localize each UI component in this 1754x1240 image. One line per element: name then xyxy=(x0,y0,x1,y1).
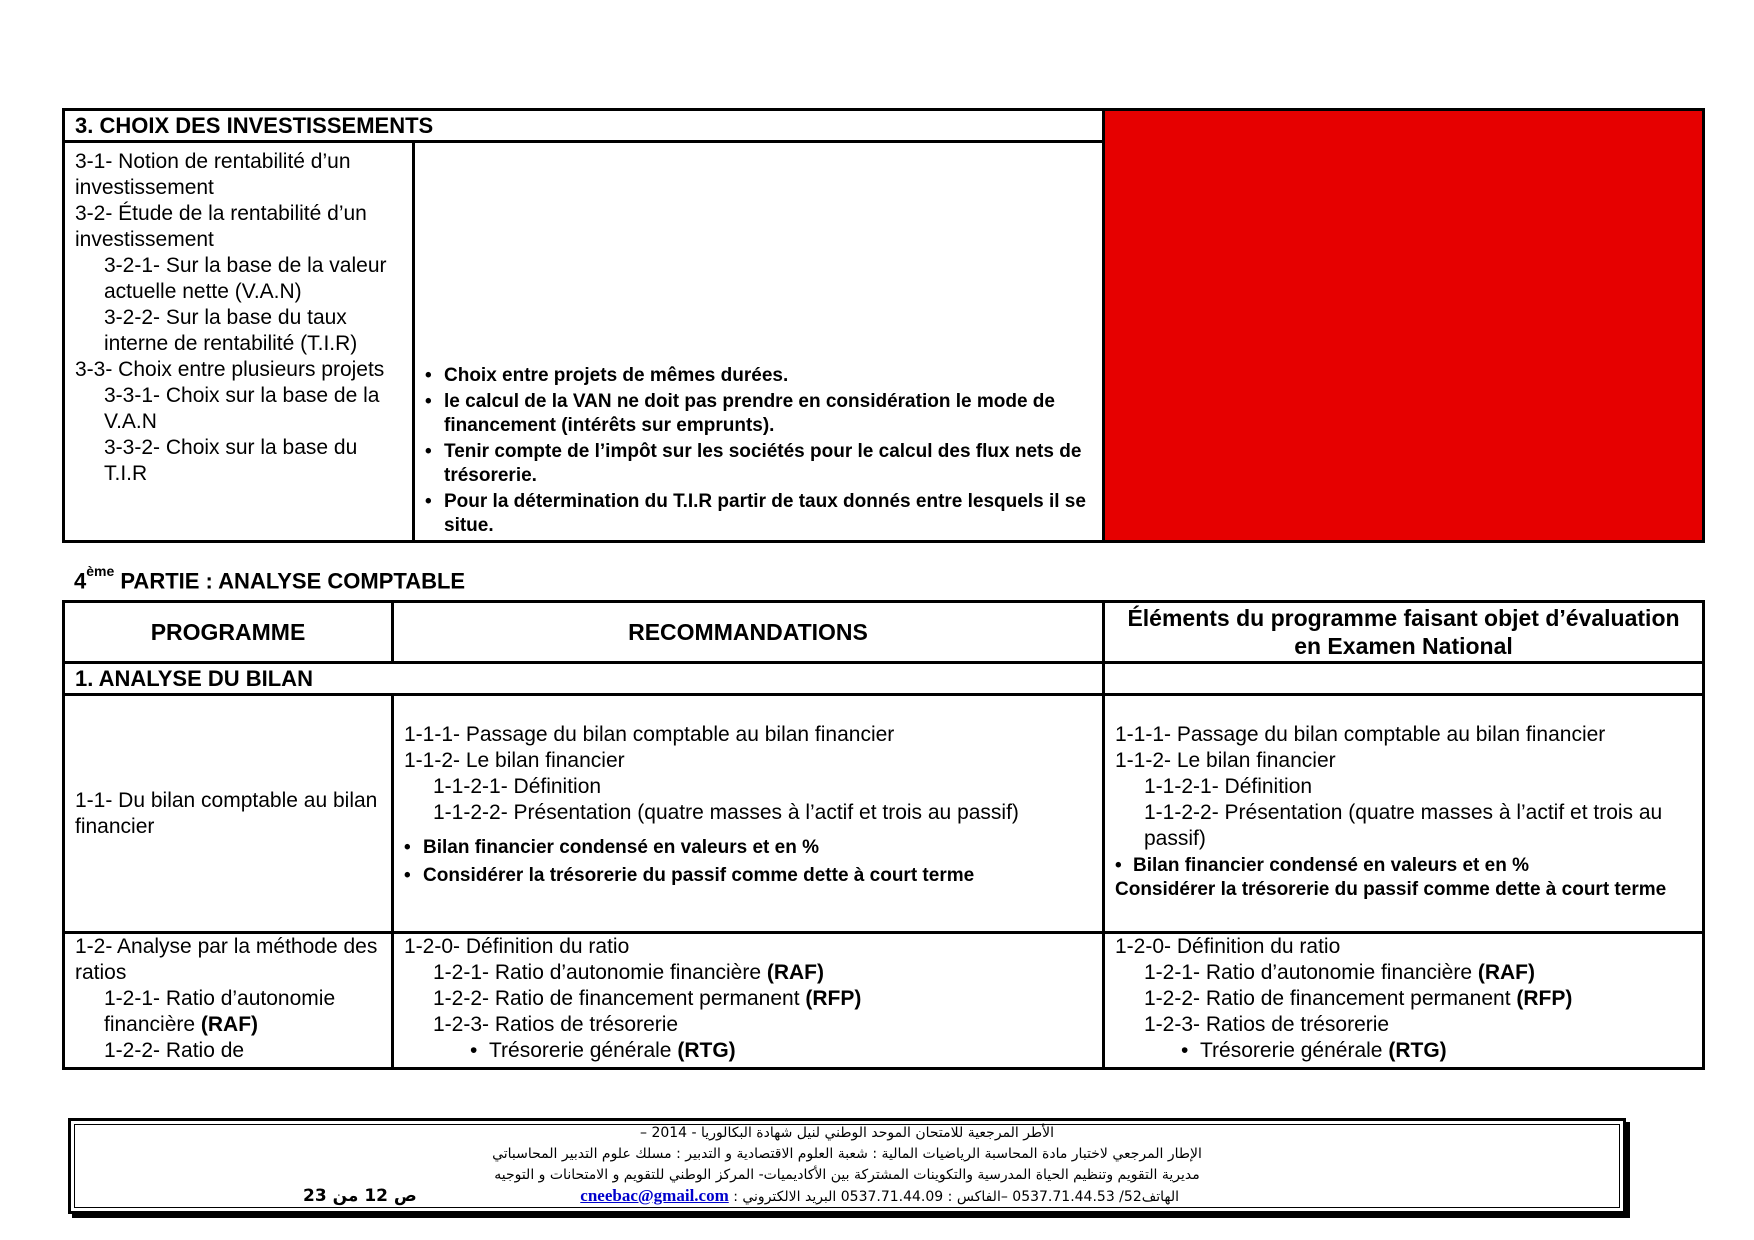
list-item: 1-2-2- Ratio de financement permanent (RFP) xyxy=(1144,987,1573,1010)
programme-cell xyxy=(64,933,393,1069)
list-item: 1-2- Analyse par la méthode des ratios xyxy=(75,935,378,984)
list-item: 1-1-2- Le bilan financier xyxy=(1115,749,1336,772)
recommandations-cell xyxy=(393,695,1104,933)
list-item: 1-2-3- Ratios de trésorerie xyxy=(1144,1013,1390,1036)
list-item: 3-2- Étude de la rentabilité d’un investissement xyxy=(75,202,367,251)
list-item: 1-2-1- Ratio d’autonomie financière (RAF) xyxy=(433,961,825,984)
evaluation-cell-highlighted xyxy=(1104,110,1704,542)
email-link[interactable]: cneebac@gmail.com xyxy=(580,1186,729,1205)
part-title: 4ème PARTIE : ANALYSE COMPTABLE xyxy=(74,563,466,594)
list-item: • Pour la détermination du T.I.R partir de taux donnés entre lesquels il se situe. xyxy=(425,490,1092,538)
footer-contact: الهاتف52/ 0537.71.44.53 –الفاكس : 0537.71.44.09 البريد الالكتروني : cneebac@gmail.com xyxy=(580,1186,1179,1205)
list-item: Considérer la trésorerie du passif comme dette à court terme xyxy=(1115,879,1667,900)
section-title: 3. CHOIX DES INVESTISSEMENTS xyxy=(64,110,1104,142)
list-item: 3-3-1- Choix sur la base de la V.A.N xyxy=(104,384,380,433)
list-item: 3-2-2- Sur la base du taux interne de rentabilité (T.I.R) xyxy=(104,306,358,355)
list-item: • Bilan financier condensé en valeurs et en % xyxy=(404,836,1092,860)
list-item: 1-1-2- Le bilan financier xyxy=(404,749,625,772)
list-item: 1-1-2-1- Définition xyxy=(1144,775,1313,798)
analysis-table xyxy=(62,600,1705,1070)
list-item: 3-3-2- Choix sur la base du T.I.R xyxy=(104,436,358,485)
investment-choice-table xyxy=(62,108,1705,543)
page-footer xyxy=(68,1118,1626,1214)
list-item: 1-1-2-2- Présentation (quatre masses à l’actif et trois au passif) xyxy=(1144,801,1663,850)
list-item: 1-1-2-2- Présentation (quatre masses à l’actif et trois au passif) xyxy=(433,801,1019,824)
list-item: • Choix entre projets de mêmes durées. xyxy=(425,364,1092,388)
list-item: 3-2-1- Sur la base de la valeur actuelle nette (V.A.N) xyxy=(104,254,387,303)
list-item: 1-2-1- Ratio d’autonomie financière (RAF) xyxy=(1144,961,1536,984)
list-item: • Considérer la trésorerie du passif comme dette à court terme xyxy=(404,864,1092,888)
list-item: 1-2-0- Définition du ratio xyxy=(404,935,630,958)
list-item: 1-2-2- Ratio de financement permanent (RFP) xyxy=(433,987,862,1010)
list-item: • le calcul de la VAN ne doit pas prendre en considération le mode de financement (intérêts sur emprunts). xyxy=(425,390,1092,438)
list-item: • Trésorerie générale (RTG) xyxy=(1115,1038,1692,1064)
list-item: 1-2-1- Ratio d’autonomie financière (RAF) xyxy=(104,987,336,1036)
evaluation-cell xyxy=(1104,933,1704,1069)
list-item: 1-2-2- Ratio de xyxy=(104,1039,245,1062)
list-item: 1-1-1- Passage du bilan comptable au bilan financier xyxy=(1115,723,1606,746)
section-title: 1. ANALYSE DU BILAN xyxy=(64,663,1104,695)
list-item: • Tenir compte de l’impôt sur les sociétés pour le calcul des flux nets de trésorerie. xyxy=(425,440,1092,488)
header-evaluation: Éléments du programme faisant objet d’évaluation en Examen National xyxy=(1104,602,1704,663)
programme-cell xyxy=(64,142,414,542)
header-recommandations: RECOMMANDATIONS xyxy=(393,602,1104,663)
list-item: 1-1-2-1- Définition xyxy=(433,775,602,798)
empty-cell xyxy=(1104,663,1704,695)
footer-line: الأطر المرجعية للامتحان الموحد الوطني لنيل شهادة البكالوريا - 2014 – xyxy=(639,1125,1055,1141)
recommandations-cell xyxy=(393,933,1104,1069)
list-item: 3-1- Notion de rentabilité d’un investissement xyxy=(75,150,351,199)
page-number: ص 12 من 23 xyxy=(303,1186,417,1206)
programme-cell: 1-1- Du bilan comptable au bilan financier xyxy=(64,695,393,933)
header-programme: PROGRAMME xyxy=(64,602,393,663)
footer-line: مديرية التقويم وتنظيم الحياة المدرسية والتكوينات المشتركة بين الأكاديميات- المركز الوطني للتقويم و الامتحانات و التوجيه xyxy=(494,1167,1200,1183)
list-item: 1-2-3- Ratios de trésorerie xyxy=(433,1013,679,1036)
list-item: 1-2-0- Définition du ratio xyxy=(1115,935,1341,958)
footer-line: الإطار المرجعي لاختبار مادة المحاسبة الرياضيات المالية : شعبة العلوم الاقتصادية و التدبير : مسلك علوم التدبير المحاسباتي xyxy=(492,1146,1202,1162)
list-item: 3-3- Choix entre plusieurs projets xyxy=(75,358,385,381)
list-item: • Bilan financier condensé en valeurs et en % xyxy=(1115,854,1692,878)
list-item: • Trésorerie générale (RTG) xyxy=(404,1038,1092,1064)
list-item: 1-1-1- Passage du bilan comptable au bilan financier xyxy=(404,723,895,746)
recommandations-cell xyxy=(414,142,1104,542)
evaluation-cell xyxy=(1104,695,1704,933)
